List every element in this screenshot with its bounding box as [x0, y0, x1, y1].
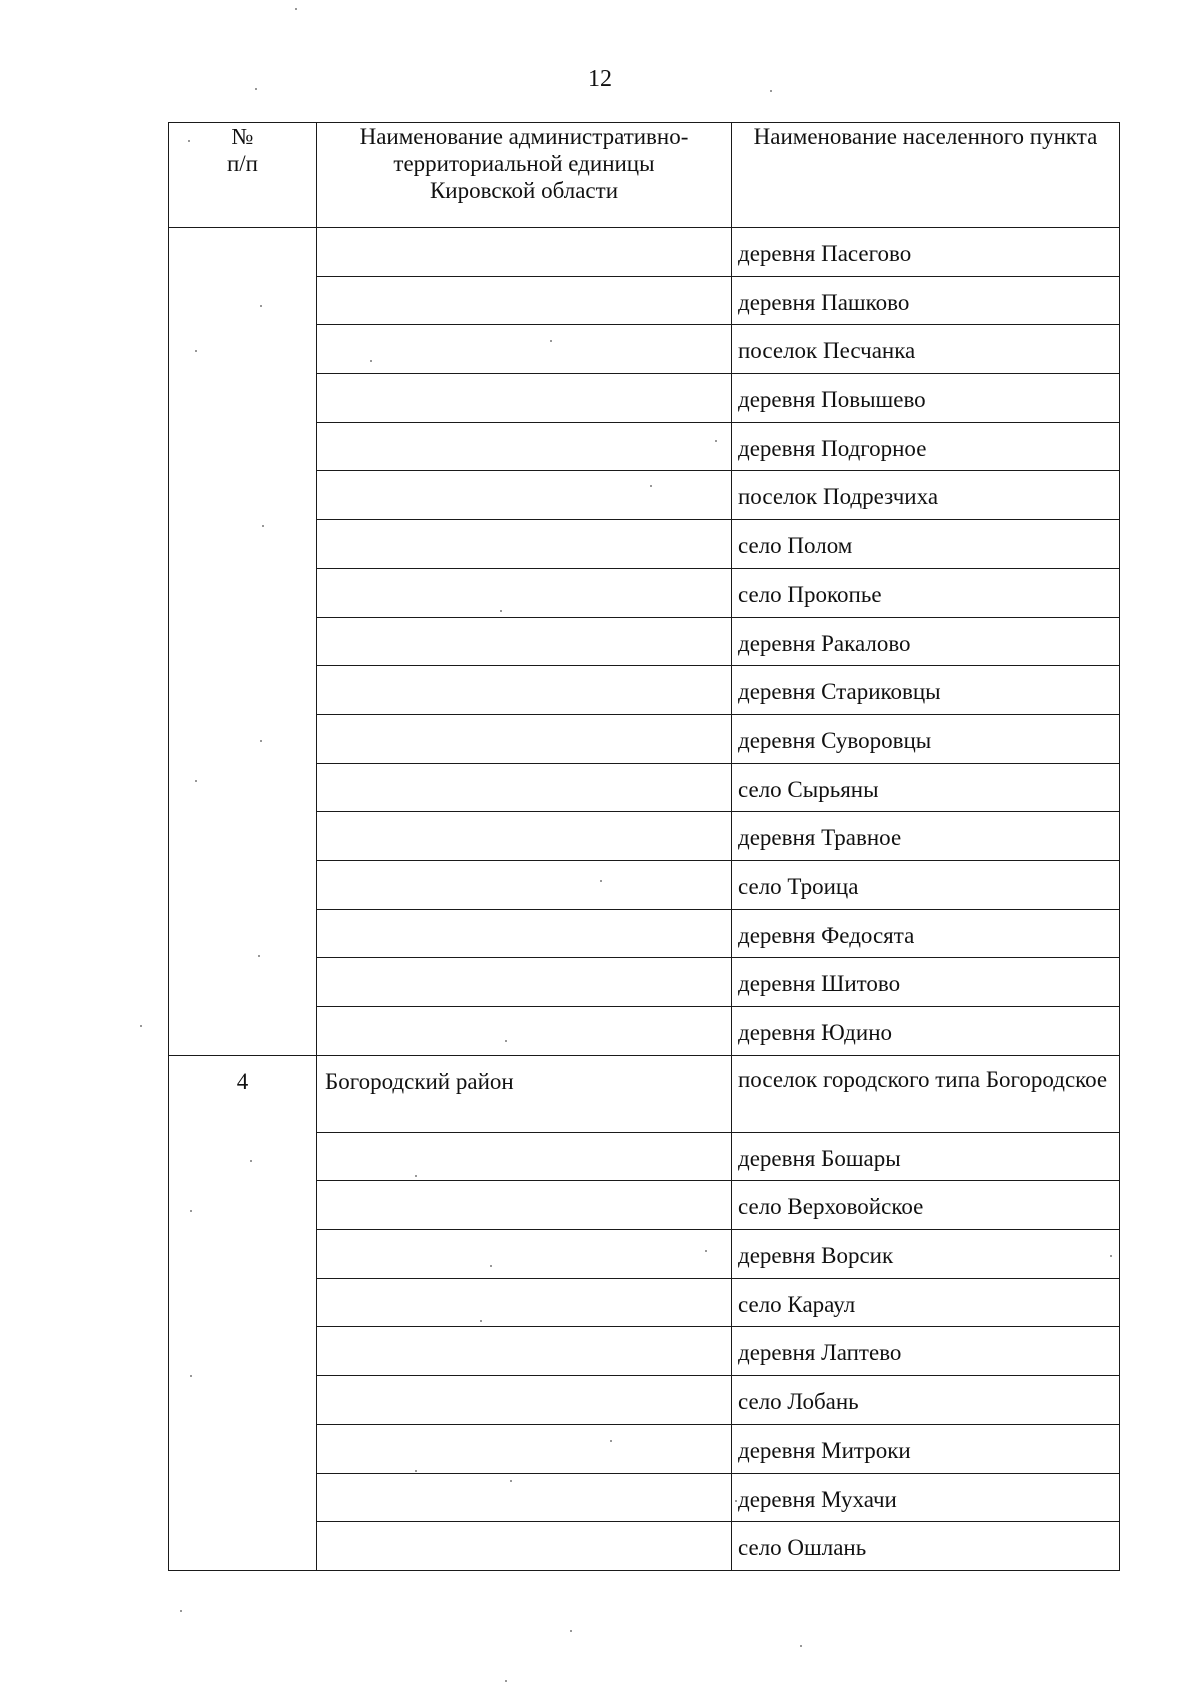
- unit-cell-empty: [317, 909, 732, 958]
- settlement-cell: деревня Ракалово: [732, 617, 1120, 666]
- settlement-cell: деревня Травное: [732, 812, 1120, 861]
- settlement-cell: деревня Стариковцы: [732, 666, 1120, 715]
- unit-cell-empty: [317, 1132, 732, 1181]
- settlement-cell: деревня Мухачи: [732, 1473, 1120, 1522]
- header-number: [169, 123, 317, 228]
- scan-speck: [415, 1175, 417, 1177]
- scan-speck: [188, 140, 190, 142]
- settlement-cell: деревня Бошары: [732, 1132, 1120, 1181]
- settlement-cell: поселок городского типа Богородское: [732, 1055, 1120, 1132]
- scan-speck: [610, 1440, 612, 1442]
- scan-speck: [195, 780, 197, 782]
- settlement-cell: деревня Повышево: [732, 374, 1120, 423]
- settlement-cell: деревня Федосята: [732, 909, 1120, 958]
- unit-cell-empty: [317, 860, 732, 909]
- unit-cell-empty: [317, 276, 732, 325]
- scan-speck: [262, 525, 264, 527]
- settlement-cell: деревня Митроки: [732, 1424, 1120, 1473]
- unit-cell-empty: [317, 1424, 732, 1473]
- scan-speck: [550, 340, 552, 342]
- scan-speck: [705, 1250, 707, 1252]
- settlement-cell: деревня Шитово: [732, 958, 1120, 1007]
- scan-speck: [415, 1470, 417, 1472]
- unit-cell-empty: [317, 1522, 732, 1571]
- header-settlement-name: [732, 123, 1120, 228]
- table-row: [169, 228, 1120, 277]
- header-number-line: п/п: [226, 151, 258, 176]
- unit-cell-empty: [317, 1376, 732, 1425]
- scan-speck: [505, 1040, 507, 1042]
- scan-speck: [195, 350, 197, 352]
- header-settlement-line: Наименование населенного пункта: [753, 124, 1098, 149]
- scan-speck: [255, 88, 257, 90]
- scan-speck: [370, 360, 372, 362]
- unit-cell-empty: [317, 471, 732, 520]
- scan-speck: [770, 90, 772, 92]
- unit-cell-empty: [317, 1327, 732, 1376]
- table-row: [169, 1055, 1120, 1132]
- settlement-cell: поселок Подрезчиха: [732, 471, 1120, 520]
- scan-speck: [295, 8, 297, 10]
- settlement-cell: поселок Песчанка: [732, 325, 1120, 374]
- unit-cell-empty: [317, 1007, 732, 1056]
- settlement-cell: деревня Лаптево: [732, 1327, 1120, 1376]
- unit-cell-empty: [317, 1230, 732, 1279]
- settlement-cell: село Ошлань: [732, 1522, 1120, 1571]
- scan-speck: [480, 1320, 482, 1322]
- settlements-table: [168, 122, 1120, 1571]
- unit-cell-empty: [317, 1473, 732, 1522]
- unit-cell-empty: [317, 1278, 732, 1327]
- settlement-cell: село Караул: [732, 1278, 1120, 1327]
- scan-speck: [800, 1645, 802, 1647]
- table-header-row: [169, 123, 1120, 228]
- scan-speck: [190, 1375, 192, 1377]
- settlement-cell: село Сырьяны: [732, 763, 1120, 812]
- header-unit-line: территориальной единицы: [393, 151, 655, 176]
- settlement-cell: деревня Суворовцы: [732, 714, 1120, 763]
- scan-speck: [505, 1680, 507, 1682]
- header-number-line: №: [231, 124, 254, 149]
- unit-cell-empty: [317, 1181, 732, 1230]
- scan-speck: [715, 440, 717, 442]
- settlement-cell: деревня Пашково: [732, 276, 1120, 325]
- settlement-cell: село Верховойское: [732, 1181, 1120, 1230]
- header-unit-line: Кировской области: [429, 178, 619, 203]
- scan-speck: [260, 740, 262, 742]
- unit-cell-empty: [317, 812, 732, 861]
- unit-name-cell: Богородский район: [317, 1055, 732, 1132]
- settlement-cell: село Троица: [732, 860, 1120, 909]
- unit-cell-empty: [317, 714, 732, 763]
- unit-cell-empty: [317, 422, 732, 471]
- scan-speck: [570, 1630, 572, 1632]
- scan-speck: [650, 485, 652, 487]
- unit-cell-empty: [317, 666, 732, 715]
- scan-speck: [500, 610, 502, 612]
- settlement-cell: село Полом: [732, 520, 1120, 569]
- settlement-cell: деревня Подгорное: [732, 422, 1120, 471]
- unit-cell-empty: [317, 520, 732, 569]
- row-number: 4: [169, 1055, 317, 1570]
- scan-speck: [250, 1160, 252, 1162]
- unit-cell-empty: [317, 568, 732, 617]
- header-unit-line: Наименование административно-: [359, 124, 689, 149]
- scan-speck: [190, 1210, 192, 1212]
- header-unit-name: [317, 123, 732, 228]
- scan-speck: [510, 1480, 512, 1482]
- settlement-cell: деревня Ворсик: [732, 1230, 1120, 1279]
- scan-speck: [258, 955, 260, 957]
- unit-cell-empty: [317, 617, 732, 666]
- unit-cell-empty: [317, 374, 732, 423]
- scan-speck: [180, 1610, 182, 1612]
- unit-cell-empty: [317, 228, 732, 277]
- unit-cell-empty: [317, 763, 732, 812]
- scan-speck: [260, 305, 262, 307]
- unit-cell-empty: [317, 325, 732, 374]
- scan-speck: [1110, 1255, 1112, 1257]
- scan-speck: [490, 1265, 492, 1267]
- settlement-cell: село Лобань: [732, 1376, 1120, 1425]
- page-number: 12: [588, 66, 612, 92]
- settlement-cell: деревня Юдино: [732, 1007, 1120, 1056]
- scan-speck: [140, 1025, 142, 1027]
- unit-cell-empty: [317, 958, 732, 1007]
- scan-speck: [735, 1500, 737, 1502]
- number-cell-continued: [169, 228, 317, 1056]
- settlement-cell: село Прокопье: [732, 568, 1120, 617]
- scan-speck: [600, 880, 602, 882]
- settlement-cell: деревня Пасегово: [732, 228, 1120, 277]
